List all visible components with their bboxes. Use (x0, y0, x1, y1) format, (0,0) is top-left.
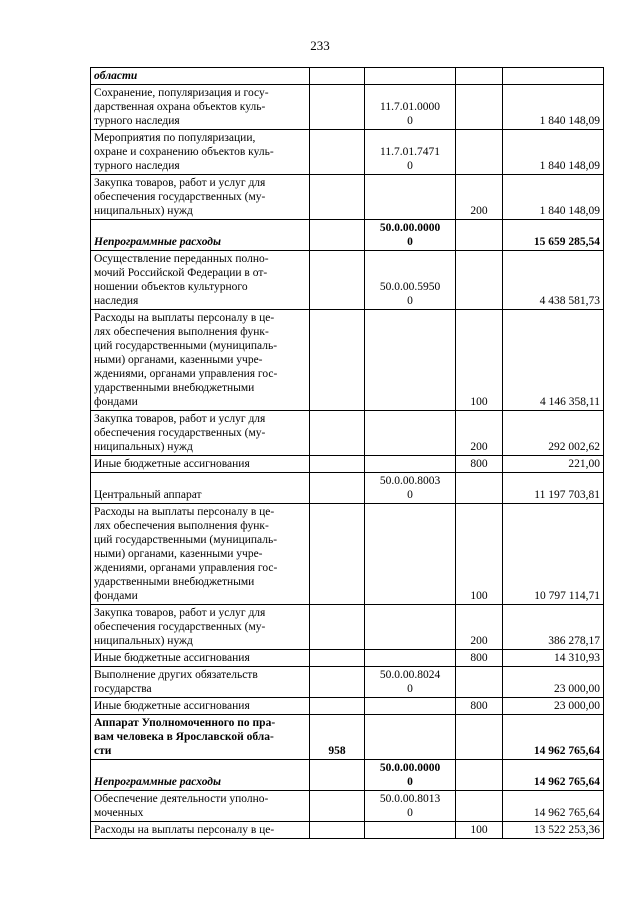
row-name-cell: области (91, 68, 310, 85)
table-row (91, 698, 604, 715)
row-code-cell (365, 822, 456, 839)
row-vr-cell (456, 760, 503, 791)
row-vr-cell: 100 (456, 822, 503, 839)
row-name-cell: Закупка товаров, работ и услуг для обеспечения государственных (му- ниципальных) нужд (91, 411, 310, 456)
table-row (91, 411, 604, 456)
row-code-cell: 11.7.01.7471 0 (365, 130, 456, 175)
row-dept-cell (310, 85, 365, 130)
table-row (91, 760, 604, 791)
row-code-cell (365, 650, 456, 667)
row-name-cell: Центральный аппарат (91, 473, 310, 504)
row-vr-cell: 200 (456, 605, 503, 650)
row-sum-cell: 14 962 765,64 (503, 715, 604, 760)
table-row (91, 175, 604, 220)
row-sum-cell: 292 002,62 (503, 411, 604, 456)
row-sum-cell: 23 000,00 (503, 698, 604, 715)
row-vr-cell (456, 85, 503, 130)
table-row (91, 791, 604, 822)
row-sum-cell: 14 962 765,64 (503, 791, 604, 822)
row-vr-cell: 200 (456, 175, 503, 220)
row-name-cell: Расходы на выплаты персоналу в це- лях обеспечения выполнения функ- ций государственными (муниципаль- ными) органами, казенными учре- ждениями, органами управления гос- ударственными внебюджетными фондами (91, 310, 310, 411)
row-dept-cell (310, 822, 365, 839)
row-vr-cell (456, 130, 503, 175)
table-row (91, 220, 604, 251)
row-vr-cell: 800 (456, 650, 503, 667)
row-dept-cell (310, 310, 365, 411)
table-row (91, 715, 604, 760)
row-sum-cell: 4 438 581,73 (503, 251, 604, 310)
row-name-cell: Иные бюджетные ассигнования (91, 456, 310, 473)
table-row (91, 473, 604, 504)
table-row (91, 68, 604, 85)
row-dept-cell (310, 473, 365, 504)
row-dept-cell (310, 605, 365, 650)
row-vr-cell (456, 251, 503, 310)
row-code-cell (365, 68, 456, 85)
row-vr-cell (456, 667, 503, 698)
row-dept-cell (310, 504, 365, 605)
budget-table-body (91, 68, 604, 839)
row-sum-cell: 13 522 253,36 (503, 822, 604, 839)
row-vr-cell (456, 715, 503, 760)
row-vr-cell: 800 (456, 456, 503, 473)
row-dept-cell (310, 68, 365, 85)
row-dept-cell (310, 456, 365, 473)
table-row (91, 504, 604, 605)
row-code-cell (365, 456, 456, 473)
row-sum-cell: 4 146 358,11 (503, 310, 604, 411)
row-dept-cell (310, 411, 365, 456)
row-sum-cell: 23 000,00 (503, 667, 604, 698)
table-row (91, 130, 604, 175)
row-name-cell: Осуществление переданных полно- мочий Российской Федерации в от- ношении объектов культурного наследия (91, 251, 310, 310)
row-dept-cell (310, 760, 365, 791)
row-vr-cell: 100 (456, 310, 503, 411)
row-vr-cell: 100 (456, 504, 503, 605)
table-row (91, 456, 604, 473)
row-code-cell (365, 605, 456, 650)
row-dept-cell (310, 175, 365, 220)
row-sum-cell: 11 197 703,81 (503, 473, 604, 504)
row-sum-cell (503, 68, 604, 85)
table-row (91, 85, 604, 130)
row-sum-cell: 221,00 (503, 456, 604, 473)
row-name-cell: Иные бюджетные ассигнования (91, 698, 310, 715)
row-dept-cell (310, 791, 365, 822)
row-name-cell: Иные бюджетные ассигнования (91, 650, 310, 667)
row-code-cell: 50.0.00.8013 0 (365, 791, 456, 822)
row-code-cell: 50.0.00.5950 0 (365, 251, 456, 310)
row-dept-cell (310, 667, 365, 698)
row-vr-cell (456, 68, 503, 85)
row-name-cell: Сохранение, популяризация и госу- дарственная охрана объектов куль- турного наследия (91, 85, 310, 130)
row-dept-cell (310, 251, 365, 310)
table-row (91, 310, 604, 411)
row-code-cell: 50.0.00.8003 0 (365, 473, 456, 504)
row-dept-cell (310, 220, 365, 251)
row-sum-cell: 1 840 148,09 (503, 85, 604, 130)
row-code-cell: 11.7.01.0000 0 (365, 85, 456, 130)
row-code-cell (365, 698, 456, 715)
row-code-cell: 50.0.00.0000 0 (365, 220, 456, 251)
row-name-cell: Непрограммные расходы (91, 760, 310, 791)
table-row (91, 667, 604, 698)
table-row (91, 605, 604, 650)
row-vr-cell: 800 (456, 698, 503, 715)
row-name-cell: Непрограммные расходы (91, 220, 310, 251)
row-dept-cell (310, 130, 365, 175)
row-code-cell: 50.0.00.0000 0 (365, 760, 456, 791)
row-name-cell: Закупка товаров, работ и услуг для обеспечения государственных (му- ниципальных) нужд (91, 175, 310, 220)
row-sum-cell: 386 278,17 (503, 605, 604, 650)
row-sum-cell: 1 840 148,09 (503, 130, 604, 175)
row-name-cell: Мероприятия по популяризации, охране и сохранению объектов куль- турного наследия (91, 130, 310, 175)
budget-table (90, 67, 604, 839)
row-name-cell: Обеспечение деятельности уполно- моченных (91, 791, 310, 822)
row-dept-cell (310, 698, 365, 715)
row-dept-cell: 958 (310, 715, 365, 760)
row-sum-cell: 14 962 765,64 (503, 760, 604, 791)
row-code-cell (365, 715, 456, 760)
row-name-cell: Закупка товаров, работ и услуг для обеспечения государственных (му- ниципальных) нужд (91, 605, 310, 650)
row-dept-cell (310, 650, 365, 667)
row-vr-cell (456, 220, 503, 251)
row-sum-cell: 14 310,93 (503, 650, 604, 667)
table-row (91, 822, 604, 839)
row-code-cell: 50.0.00.8024 0 (365, 667, 456, 698)
table-row (91, 650, 604, 667)
table-row (91, 251, 604, 310)
row-name-cell: Расходы на выплаты персоналу в це- (91, 822, 310, 839)
row-name-cell: Выполнение других обязательств государства (91, 667, 310, 698)
row-code-cell (365, 175, 456, 220)
row-code-cell (365, 504, 456, 605)
row-name-cell: Аппарат Уполномоченного по пра- вам человека в Ярославской обла- сти (91, 715, 310, 760)
row-code-cell (365, 411, 456, 456)
row-sum-cell: 15 659 285,54 (503, 220, 604, 251)
row-vr-cell (456, 473, 503, 504)
row-sum-cell: 1 840 148,09 (503, 175, 604, 220)
row-vr-cell: 200 (456, 411, 503, 456)
row-name-cell: Расходы на выплаты персоналу в це- лях обеспечения выполнения функ- ций государственными (муниципаль- ными) органами, казенными учре- ждениями, органами управления гос- ударственными внебюджетными фондами (91, 504, 310, 605)
row-sum-cell: 10 797 114,71 (503, 504, 604, 605)
row-code-cell (365, 310, 456, 411)
row-vr-cell (456, 791, 503, 822)
page-number: 233 (310, 38, 330, 53)
